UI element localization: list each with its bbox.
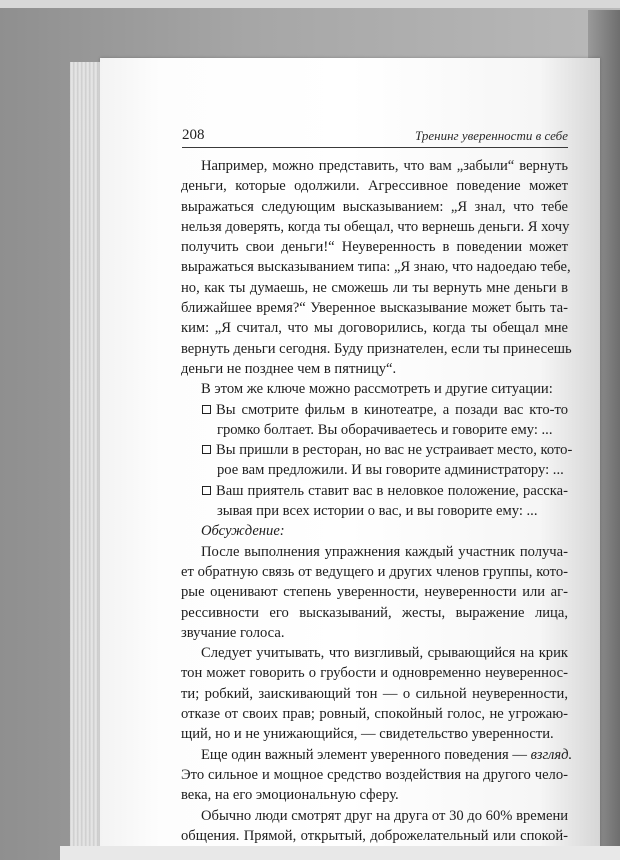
book-page-stack	[70, 62, 104, 852]
paragraph-line: тон может говорить о грубости и одновременно неувереннос-	[181, 665, 568, 682]
list-item	[181, 440, 573, 460]
paragraph-line	[181, 745, 573, 765]
list-item-continuation: громко болтает. Вы оборачиваетесь и говорите ему: ...	[217, 421, 553, 438]
paragraph-line: ти; робкий, заискивающий тон — о сильной неуверенности,	[181, 685, 568, 702]
emphasis-word: взгляд.	[530, 746, 573, 763]
paragraph-line: ким: „Я считал, что мы договорились, когда ты обещал мне	[181, 320, 568, 337]
checkbox-bullet-icon	[202, 486, 211, 495]
paragraph-line: После выполнения упражнения каждый участник получа-	[201, 543, 568, 560]
paragraph-line: щий, но и не унижающийся, — свидетельство уверенности.	[181, 726, 554, 743]
paragraph-line: нельзя доверять, когда ты обещал, что вернешь деньги. Я хочу	[181, 218, 570, 235]
paragraph-line: общения. Прямой, открытый, доброжелательный или спокой-	[181, 827, 568, 844]
paragraph-line: деньги, которые одолжили. Агрессивное поведение может	[181, 178, 568, 195]
paragraph-line: получить свои деньги!“ Неуверенность в поведении может	[181, 239, 568, 256]
header-rule	[182, 147, 568, 148]
list-item-text: Ваш приятель ставит вас в неловкое положение, расска-	[216, 482, 568, 499]
scan-bottom-edge	[60, 846, 620, 860]
running-title: Тренинг уверенности в себе	[414, 128, 568, 143]
paragraph-line: выражаться следующим высказыванием: „Я знал, что тебе	[181, 198, 568, 215]
scan-top-edge	[0, 0, 620, 8]
paragraph-line: выражаться высказыванием типа: „Я знаю, что надоедаю тебе,	[181, 259, 571, 276]
list-item	[181, 481, 568, 501]
paragraph-line: отказе от своих прав; ровный, спокойный голос, не угрожаю-	[181, 706, 568, 723]
body-text	[181, 156, 573, 846]
paragraph-text: Еще один важный элемент уверенного поведения —	[201, 746, 531, 763]
page-number: 208	[182, 127, 205, 143]
paragraph-line: Следует учитывать, что визгливый, срывающийся на крик	[201, 645, 568, 662]
paragraph-line: рессивности его высказываний, жесты, выражение лица,	[181, 604, 568, 621]
paragraph-line: Обычно люди смотрят друг на друга от 30 до 60% времени	[201, 807, 569, 824]
paragraph-line: деньги не позднее чем в пятницу“.	[181, 360, 397, 377]
paragraph-line: рые оценивают степень уверенности, неуверенности или аг-	[181, 584, 568, 601]
checkbox-bullet-icon	[202, 405, 211, 414]
paragraph-line: ближайшее время?“ Уверенное высказывание может быть та-	[181, 300, 568, 317]
paragraph-line: вернуть деньги сегодня. Буду признателен, если ты принесешь	[181, 340, 572, 357]
paragraph-line: но, как ты думаешь, не сможешь ли ты вернуть мне деньги в	[181, 279, 568, 296]
checkbox-bullet-icon	[202, 445, 211, 454]
list-item-continuation: зывая при всех истории о вас, и вы говорите ему: ...	[217, 503, 538, 520]
paragraph-line: В этом же ключе можно рассмотреть и другие ситуации:	[201, 381, 553, 398]
page-header	[182, 127, 568, 147]
paragraph-line: ет обратную связь от ведущего и других членов группы, кото-	[181, 563, 568, 580]
list-item-continuation: рое вам предложили. И вы говорите администратору: ...	[217, 462, 564, 479]
list-item	[181, 400, 568, 420]
discussion-heading: Обсуждение:	[201, 523, 285, 540]
list-item-text: Вы смотрите фильм в кинотеатре, а позади вас кто-то	[216, 401, 568, 418]
paragraph-line: звучание голоса.	[181, 624, 285, 641]
paragraph-line: века, на его эмоциональную сферу.	[181, 787, 399, 804]
paragraph-line: Это сильное и мощное средство воздействия на другого чело-	[181, 766, 568, 783]
list-item-text: Вы пришли в ресторан, но вас не устраивает место, кото-	[216, 442, 573, 459]
paragraph-line: Например, можно представить, что вам „забыли“ вернуть	[201, 158, 568, 174]
